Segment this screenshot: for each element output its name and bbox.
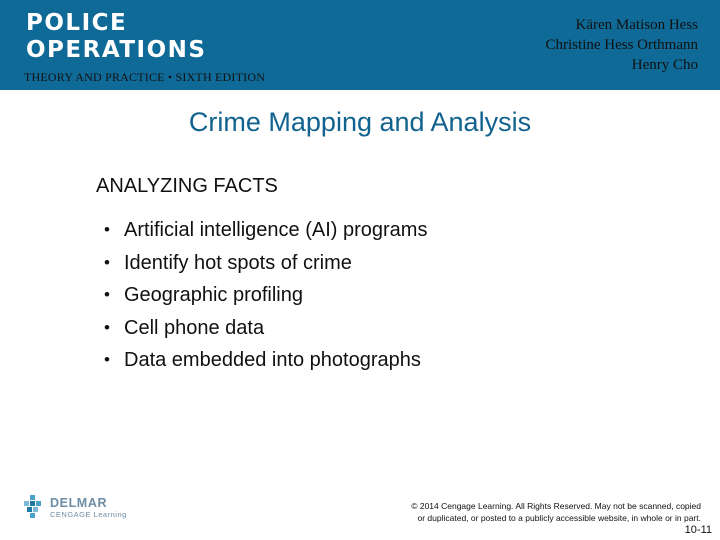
bullet-icon: • (104, 317, 110, 337)
section-heading: ANALYZING FACTS (96, 175, 278, 197)
bullet-text: Artificial intelligence (AI) programs (124, 219, 428, 241)
book-title-line-2: OPERATIONS (26, 37, 207, 63)
header-banner (0, 0, 720, 90)
copyright-notice (321, 500, 701, 524)
bullet-item (104, 217, 427, 250)
bullet-text: Geographic profiling (124, 284, 303, 306)
bullet-item (104, 315, 427, 348)
slide-title: Crime Mapping and Analysis (188, 107, 532, 137)
publisher-logo (22, 493, 142, 523)
author-name: Christine Hess Orthmann (545, 37, 698, 53)
bullet-item (104, 347, 427, 380)
bullet-icon: • (104, 252, 110, 272)
bullet-text: Identify hot spots of crime (124, 251, 352, 274)
delmar-mark-icon (22, 495, 44, 519)
copyright-line: or duplicated, or posted to a publicly accessible website, in whole or in part. (417, 513, 701, 523)
bullet-item (104, 250, 427, 283)
author-name: Henry Cho (631, 57, 698, 73)
bullet-text: Data embedded into photographs (124, 349, 421, 371)
copyright-line: © 2014 Cengage Learning. All Rights Reserved. May not be scanned, copied (411, 501, 701, 511)
logo-tagline: CENGAGE Learning (50, 510, 127, 519)
bullet-list (104, 217, 427, 380)
bullet-icon: • (104, 350, 110, 369)
book-subtitle: THEORY AND PRACTICE • SIXTH EDITION (24, 70, 266, 84)
page-number: 10-11 (684, 524, 712, 536)
bullet-text: Cell phone data (124, 316, 265, 339)
author-list (438, 15, 698, 75)
author-name: Kären Matison Hess (575, 17, 698, 33)
bullet-item (104, 282, 427, 315)
logo-wordmark: DELMAR (50, 496, 108, 510)
bullet-icon: • (104, 220, 110, 239)
book-title-line-1: POLICE (26, 10, 128, 36)
bullet-icon: • (104, 285, 110, 304)
